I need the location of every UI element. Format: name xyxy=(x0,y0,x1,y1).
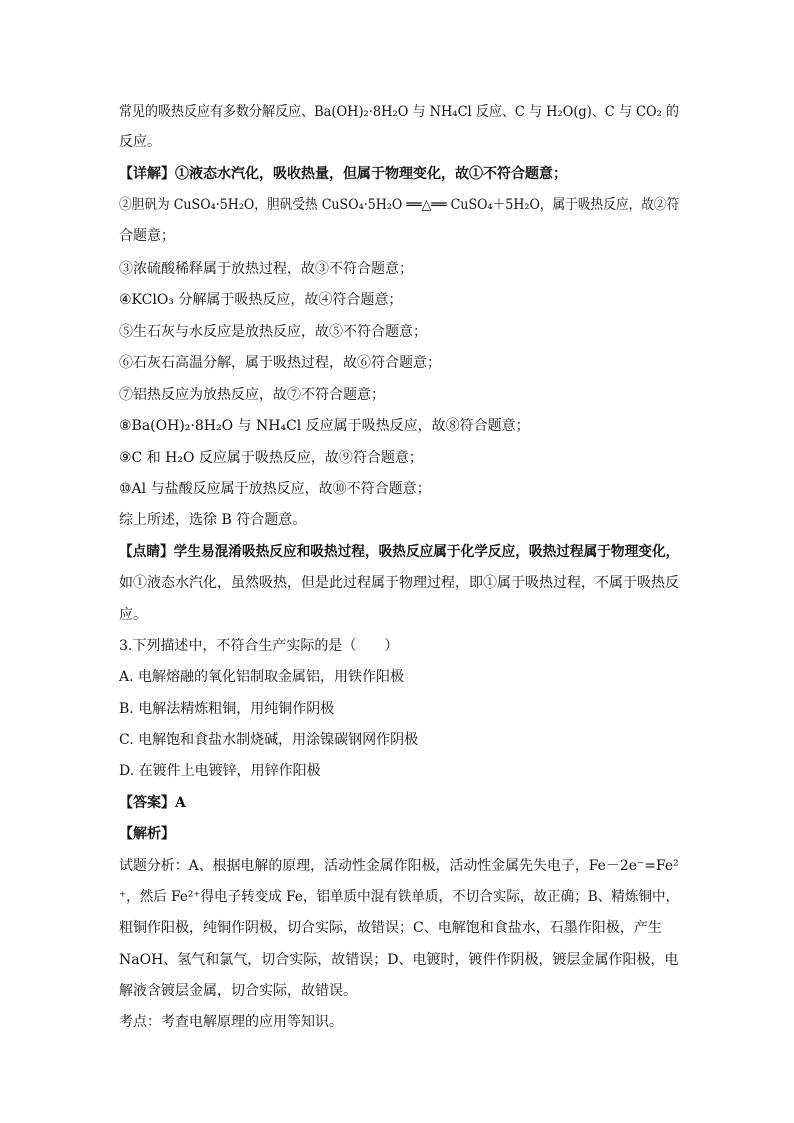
text-line-28: NaOH、氢气和氯气，切合实际，故错误；D、电镀时，镀件作阴极，镀层金属作阳极，电 xyxy=(119,952,679,968)
text-line-5: 合题意； xyxy=(119,228,175,244)
text-line-25: 试题分析：A、根据电解的原理，活动性金属作阳极，活动性金属先失电子，Fe－2e⁻=Fe² xyxy=(119,858,679,874)
text-line-7: ④KClO₃ 分解属于吸热反应，故④符合题意； xyxy=(119,292,403,308)
text-line-4: ②胆矾为 CuSO₄·5H₂O，胆矾受热 CuSO₄·5H₂O ══△══ CuSO₄＋5H₂O，属于吸热反应，故②符 xyxy=(119,197,680,213)
text-line-9: ⑥石灰石高温分解，属于吸热过程，故⑥符合题意； xyxy=(119,355,441,371)
analysis-heading: 【解析】 xyxy=(119,826,175,842)
text-line-1: 常见的吸热反应有多数分解反应、Ba(OH)₂·8H₂O 与 NH₄Cl 反应、C 与 H₂O(g)、C 与 CO₂ 的 xyxy=(119,104,679,120)
text-line-10: ⑦铝热反应为放热反应，故⑦不符合题意； xyxy=(119,387,385,403)
text-line-29: 解液含镀层金属，切合实际，故错误。 xyxy=(119,983,357,999)
text-line-11: ⑧Ba(OH)₂·8H₂O 与 NH₄Cl 反应属于吸热反应，故⑧符合题意； xyxy=(119,418,530,434)
option-a: A. 电解熔融的氧化铝制取金属铝，用铁作阳极 xyxy=(119,669,405,685)
text-line-26: ⁺，然后 Fe²⁺得电子转变成 Fe，铝单质中混有铁单质，不切合实际，故正确；B、精炼铜中， xyxy=(119,889,680,905)
text-line-13: ⑩Al 与盐酸反应属于放热反应，故⑩不符合题意； xyxy=(119,481,431,497)
text-line-27: 粗铜作阳极，纯铜作阴极，切合实际，故错误；C、电解饱和食盐水，石墨作阳极，产生 xyxy=(119,920,662,936)
text-line-30: 考点：考查电解原理的应用等知识。 xyxy=(119,1014,343,1030)
text-line-14: 综上所述，选徐 B 符合题意。 xyxy=(119,512,307,528)
tip-heading-line: 【点睛】学生易混淆吸热反应和吸热过程，吸热反应属于化学反应，吸热过程属于物理变化， xyxy=(119,544,680,560)
text-line-17: 应。 xyxy=(119,607,147,623)
detail-heading-line: 【详解】①液态水汽化，吸收热量，但属于物理变化，故①不符合题意； xyxy=(119,166,567,182)
option-d: D. 在镀件上电镀锌，用锌作阳极 xyxy=(119,763,321,779)
text-line-16: 如①液态水汽化，虽然吸热，但是此过程属于物理过程，即①属于吸热过程，不属于吸热反 xyxy=(119,575,679,591)
option-c: C. 电解饱和食盐水制烧碱，用涂镍碳钢网作阴极 xyxy=(119,732,419,748)
option-b: B. 电解法精炼粗铜，用纯铜作阴极 xyxy=(119,701,335,717)
question-stem: 3.下列描述中，不符合生产实际的是（ ） xyxy=(119,638,399,654)
text-line-2: 反应。 xyxy=(119,134,161,150)
text-line-12: ⑨C 和 H₂O 反应属于吸热反应，故⑨符合题意； xyxy=(119,450,423,466)
answer-line: 【答案】A xyxy=(119,795,186,811)
text-line-6: ③浓硫酸稀释属于放热过程，故③不符合题意； xyxy=(119,261,413,277)
text-line-8: ⑤生石灰与水反应是放热反应，故⑤不符合题意； xyxy=(119,324,427,340)
